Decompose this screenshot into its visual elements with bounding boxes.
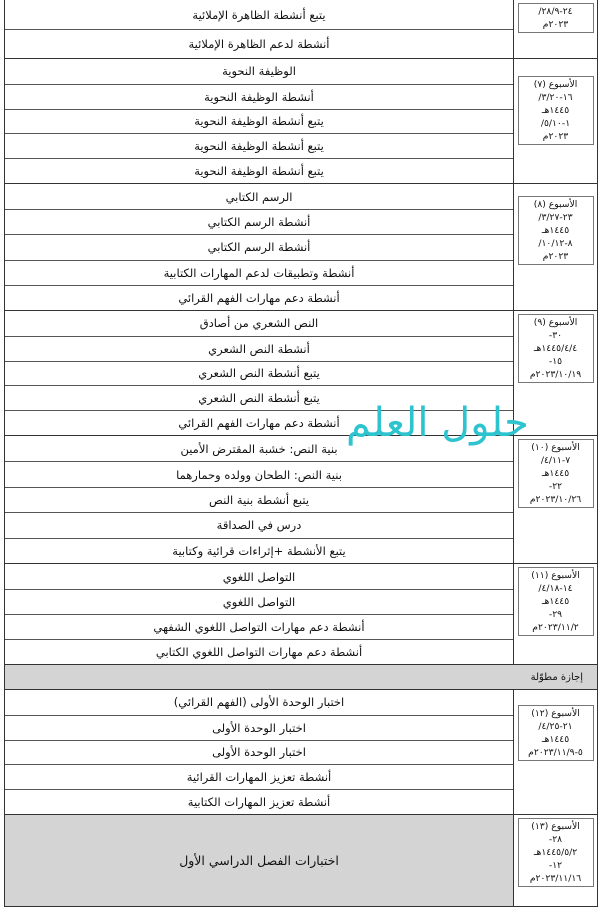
lesson-row: أنشطة وتطبيقات لدعم المهارات الكتابية [5, 260, 513, 285]
week-date: ٢٤-٢٨/٩/ ٢٠٢٣م [518, 3, 594, 33]
lesson-row: يتبع أنشطة الوظيفة النحوية [5, 109, 513, 134]
lesson-row: الرسم الكتابي [225, 189, 293, 204]
week-date: الأسبوع (٩) ٣٠- ١٤٤٥/٤/٤هـ ١٥- ٢٠٢٣/١٠/١٩م [518, 314, 594, 383]
week-group [5, 183, 597, 310]
week-group [5, 435, 597, 563]
week-date: الأسبوع (٧) ١٦-٣/٢٠/ ١٤٤٥هـ ١-٥/١٠/ ٢٠٢٣م [518, 76, 594, 145]
holiday-row: إجازة مطوّلة [5, 664, 597, 689]
week-date: الأسبوع (١٢) ٢١-٤/٢٥/ ١٤٤٥هـ ٥-٢٠٢٣/١١/٩م [518, 705, 594, 761]
exam-row: اختبارات الفصل الدراسي الأول [179, 853, 339, 868]
lesson-row: اختبار الوحدة الأولى [5, 715, 513, 740]
lesson-row: يتبع أنشطة النص الشعري [5, 361, 513, 386]
lesson-row: أنشطة دعم مهارات الفهم القرائي [5, 285, 513, 310]
lesson-row: أنشطة النص الشعري [5, 336, 513, 361]
lesson-row: أنشطة دعم مهارات التواصل اللغوي الكتابي [5, 639, 513, 664]
lesson-row: يتبع أنشطة الظاهرة الإملائية [192, 7, 326, 22]
lesson-row: اختبار الوحدة الأولى [5, 740, 513, 765]
week-group [5, 814, 597, 906]
lesson-row: يتبع أنشطة النص الشعري [5, 385, 513, 410]
lesson-row: أنشطة دعم مهارات التواصل اللغوي الشفهي [5, 614, 513, 639]
date-cell [513, 690, 597, 814]
week-date: الأسبوع (١١) ١٤-٤/١٨/ ١٤٤٥هـ ٢٩- ٢٠٢٣/١١/٢م [518, 567, 594, 636]
schedule-table [4, 0, 598, 907]
lesson-row: بنية النص: الطحان وولده وحمارهما [5, 461, 513, 486]
lesson-row: يتبع أنشطة الوظيفة النحوية [5, 133, 513, 158]
lesson-row: أنشطة الوظيفة النحوية [5, 84, 513, 109]
week-group [5, 58, 597, 183]
lesson-row: يتبع أنشطة بنية النص [5, 487, 513, 512]
date-cell [513, 0, 597, 58]
lesson-row: أنشطة دعم مهارات الفهم القرائي [5, 410, 513, 435]
lesson-row: درس في الصداقة [5, 512, 513, 537]
lesson-row: يتبع أنشطة الوظيفة النحوية [5, 158, 513, 183]
lesson-row: أنشطة تعزيز المهارات القرائية [5, 764, 513, 789]
lesson-row: النص الشعري من أصادق [199, 316, 319, 331]
lesson-row: أنشطة تعزيز المهارات الكتابية [5, 789, 513, 814]
week-date: الأسبوع (١٣) ٢٨- ١٤٤٥/٥/٢هـ ١٢- ٢٠٢٣/١١/١٦م [518, 818, 594, 887]
watermark-text: حلول العلم [346, 400, 529, 446]
date-cell [513, 184, 597, 310]
date-cell [513, 564, 597, 664]
date-cell [513, 815, 597, 906]
lesson-row: التواصل اللغوي [5, 589, 513, 614]
week-group [5, 0, 597, 58]
week-date: الأسبوع (٨) ٢٣-٣/٢٧/ ١٤٤٥هـ ٨-١٠/١٢/ ٢٠٢٣م [518, 196, 594, 265]
lesson-row: الوظيفة النحوية [222, 64, 296, 79]
lesson-row: أنشطة لدعم الظاهرة الإملائية [5, 29, 513, 58]
date-cell [513, 436, 597, 563]
lesson-row: التواصل اللغوي [222, 569, 296, 584]
week-group [5, 689, 597, 814]
lesson-row: اختبار الوحدة الأولى (الفهم القرائي) [173, 695, 345, 710]
date-cell [513, 59, 597, 183]
week-group [5, 563, 597, 664]
lesson-row: يتبع الأنشطة +إثراءات قرائية وكتابية [5, 538, 513, 563]
lesson-row: بنية النص: خشبة المقترض الأمين [180, 441, 338, 456]
lesson-row: أنشطة الرسم الكتابي [5, 209, 513, 234]
lesson-row: أنشطة الرسم الكتابي [5, 234, 513, 259]
week-date: الأسبوع (١٠) ٧-٤/١١/ ١٤٤٥هـ ٢٢- ٢٠٢٣/١٠/٢٦م [518, 439, 594, 508]
